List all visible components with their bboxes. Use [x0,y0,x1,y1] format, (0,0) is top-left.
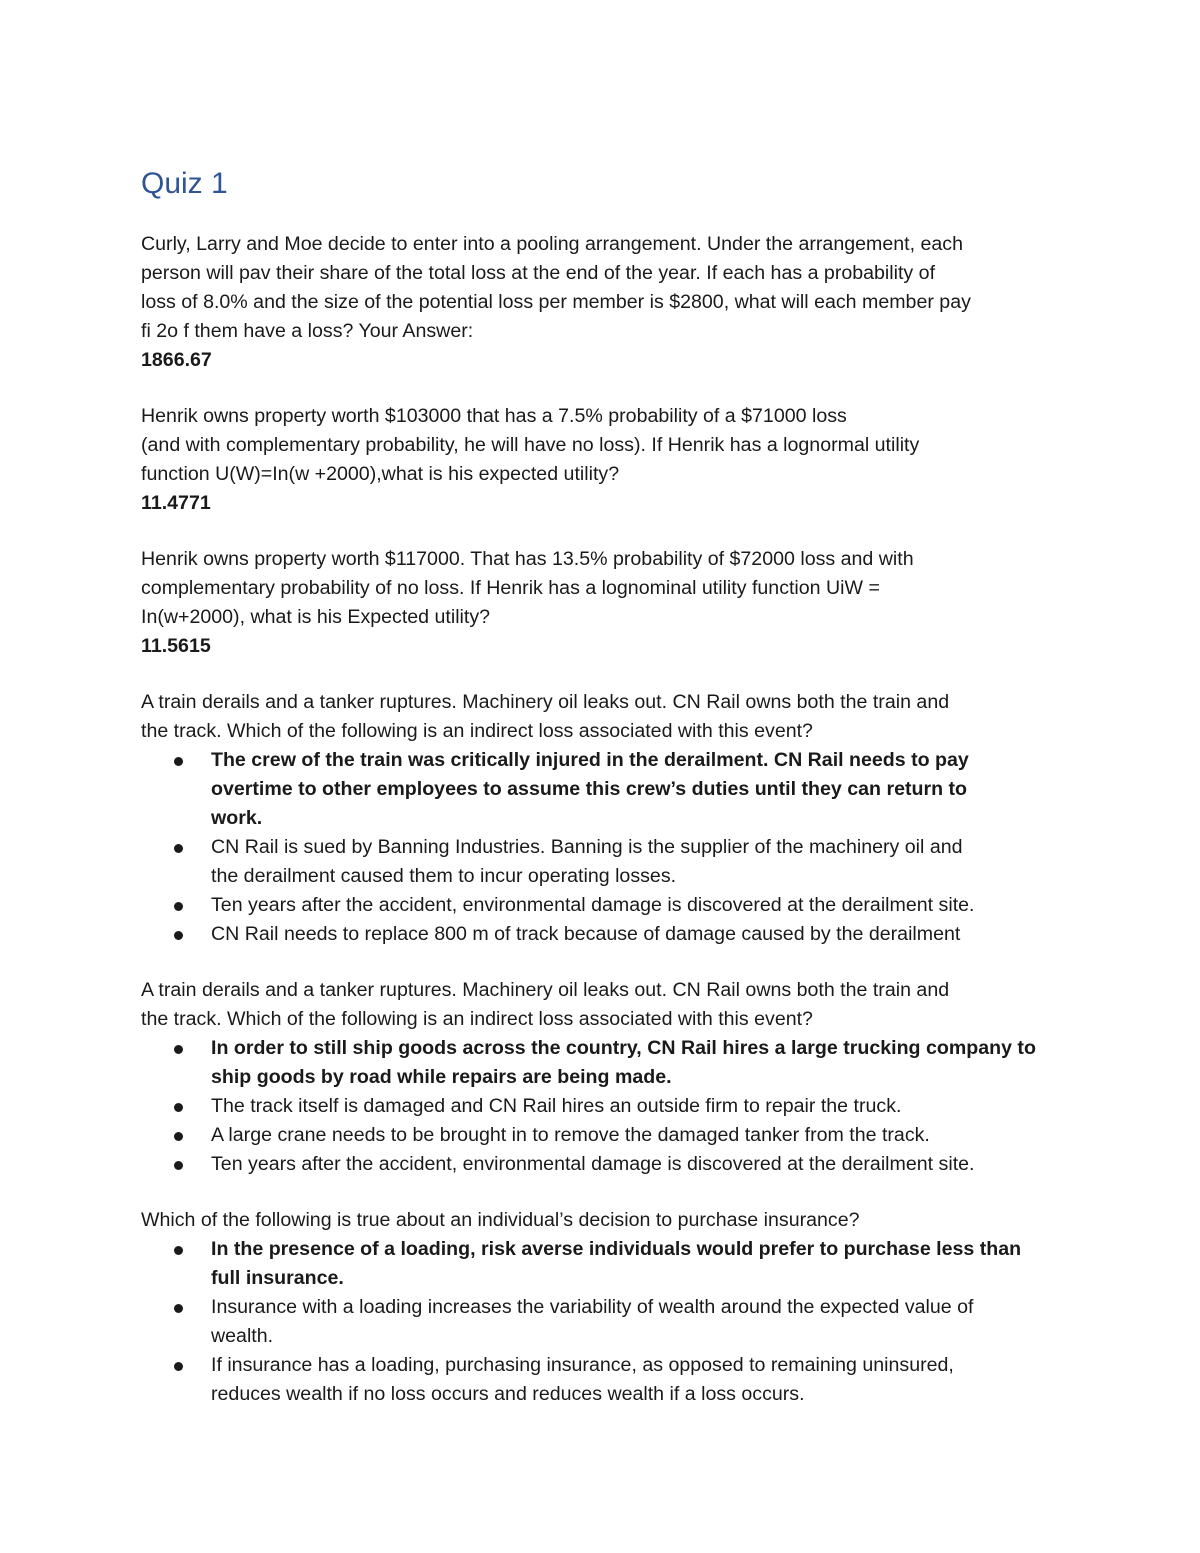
option-list [141,746,1061,949]
option-item [211,1293,1061,1351]
option-text-line: The track itself is damaged and CN Rail hires an outside firm to repair the truck. [211,1095,902,1117]
question-list [141,230,1061,1409]
answer-value: 11.5615 [141,635,211,657]
bullet-icon [174,1103,183,1112]
option-text-line: Insurance with a loading increases the variability of wealth around the expected value of [211,1296,974,1318]
option-text-line: ship goods by road while repairs are being made. [211,1066,672,1088]
question-text-line: fi 2o f them have a loss? Your Answer: [141,320,474,342]
option-item [211,891,1061,920]
option-text-line: Ten years after the accident, environmental damage is discovered at the derailment site. [211,894,975,916]
document-page [141,164,1061,1436]
option-text-line: overtime to other employees to assume this crew’s duties until they can return to [211,778,967,800]
option-text-line: The crew of the train was critically injured in the derailment. CN Rail needs to pay [211,749,969,771]
question-text [141,976,1061,1034]
option-text-line: In order to still ship goods across the country, CN Rail hires a large trucking company to [211,1037,1036,1059]
bullet-icon [174,1304,183,1313]
question-text-line: Which of the following is true about an individual’s decision to purchase insurance? [141,1209,860,1231]
question-text-line: person will pav their share of the total loss at the end of the year. If each has a probability of [141,262,936,284]
option-item [211,1121,1061,1150]
option-text-line: wealth. [211,1325,274,1347]
bullet-icon [174,1161,183,1170]
question-text-line: complementary probability of no loss. If Henrik has a lognominal utility function UiW = [141,577,880,599]
option-item [211,1150,1061,1179]
question-block [141,230,1061,375]
option-item [211,1092,1061,1121]
question-text-line: Curly, Larry and Moe decide to enter into a pooling arrangement. Under the arrangement, each [141,233,963,255]
question-text [141,1206,1061,1235]
question-text [141,545,1061,632]
option-item [211,833,1061,891]
question-block [141,545,1061,661]
page-title: Quiz 1 [141,167,228,200]
question-text-line: function U(W)=In(w +2000),what is his expected utility? [141,463,620,485]
option-text-line: full insurance. [211,1267,344,1289]
option-text-line: reduces wealth if no loss occurs and reduces wealth if a loss occurs. [211,1383,805,1405]
question-text-line: the track. Which of the following is an indirect loss associated with this event? [141,1008,813,1030]
option-item-correct [211,1034,1061,1092]
answer-value: 1866.67 [141,349,212,371]
option-text-line: work. [211,807,263,829]
question-text-line: A train derails and a tanker ruptures. Machinery oil leaks out. CN Rail owns both the train and [141,691,950,713]
question-text [141,688,1061,746]
option-item [211,920,1061,949]
question-block [141,1206,1061,1409]
answer-value: 11.4771 [141,492,211,514]
question-text-line: A train derails and a tanker ruptures. Machinery oil leaks out. CN Rail owns both the train and [141,979,950,1001]
question-text-line: In(w+2000), what is his Expected utility? [141,606,491,628]
option-text-line: CN Rail needs to replace 800 m of track because of damage caused by the derailment [211,923,961,945]
question-text [141,402,1061,489]
bullet-icon [174,1045,183,1054]
option-text-line: In the presence of a loading, risk averse individuals would prefer to purchase less than [211,1238,1022,1260]
bullet-icon [174,1132,183,1141]
question-block [141,976,1061,1179]
option-text-line: CN Rail is sued by Banning Industries. Banning is the supplier of the machinery oil and [211,836,963,858]
bullet-icon [174,844,183,853]
option-text-line: If insurance has a loading, purchasing insurance, as opposed to remaining uninsured, [211,1354,954,1376]
bullet-icon [174,1246,183,1255]
question-text-line: (and with complementary probability, he will have no loss). If Henrik has a lognormal utility [141,434,920,456]
option-text-line: the derailment caused them to incur operating losses. [211,865,677,887]
option-list [141,1235,1061,1409]
bullet-icon [174,1362,183,1371]
option-item-correct [211,746,1061,833]
option-item-correct [211,1235,1061,1293]
question-block [141,402,1061,518]
question-text [141,230,1061,346]
option-text-line: Ten years after the accident, environmental damage is discovered at the derailment site. [211,1153,975,1175]
question-text-line: the track. Which of the following is an indirect loss associated with this event? [141,720,813,742]
option-item [211,1351,1061,1409]
question-text-line: Henrik owns property worth $117000. That has 13.5% probability of $72000 loss and with [141,548,914,570]
question-text-line: loss of 8.0% and the size of the potential loss per member is $2800, what will each member pay [141,291,971,313]
question-text-line: Henrik owns property worth $103000 that has a 7.5% probability of a $71000 loss [141,405,847,427]
question-block [141,688,1061,949]
bullet-icon [174,931,183,940]
option-text-line: A large crane needs to be brought in to remove the damaged tanker from the track. [211,1124,930,1146]
bullet-icon [174,902,183,911]
bullet-icon [174,757,183,766]
option-list [141,1034,1061,1179]
